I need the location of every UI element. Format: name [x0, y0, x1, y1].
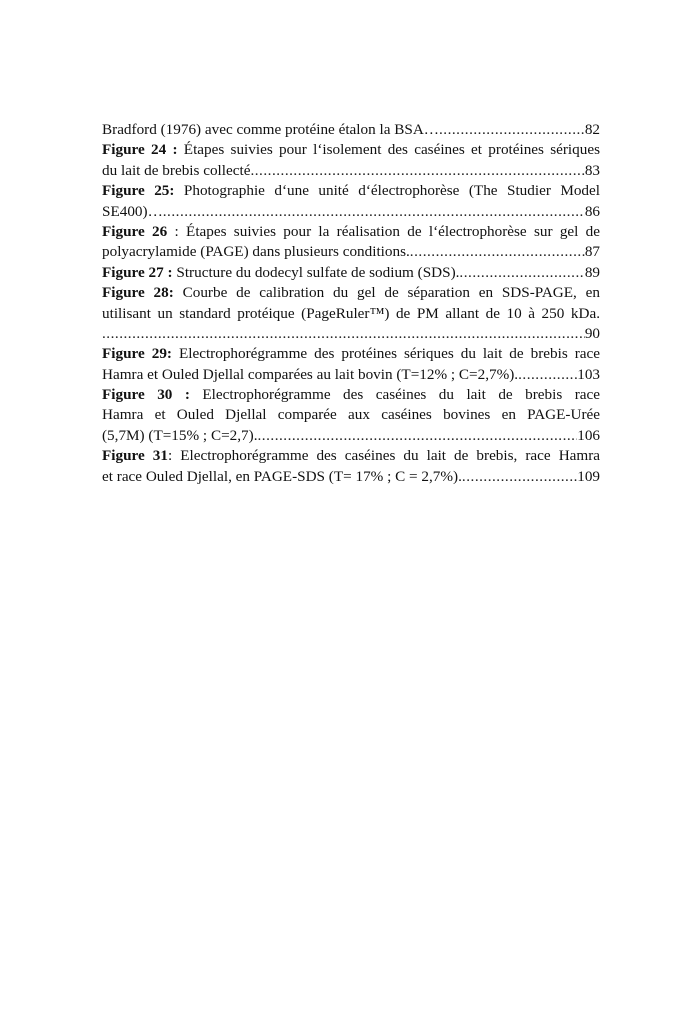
toc-entry-text: polyacrylamide (PAGE) dans plusieurs conditions.: [102, 243, 410, 261]
toc-entry-figure-31-cont[interactable]: [102, 467, 600, 487]
toc-page-number: 90: [584, 324, 600, 342]
toc-entry-text: Bradford (1976) avec comme protéine étalon la BSA…: [102, 121, 439, 138]
toc-page-number: 103: [577, 365, 600, 383]
toc-entry-figure-24-cont[interactable]: [102, 161, 600, 181]
toc-page-number: 83: [584, 161, 600, 179]
toc-entry-text: Hamra et Ouled Djellal comparée aux caséines bovines en PAGE-Urée: [102, 406, 600, 424]
toc-entry-figure-28-cont[interactable]: [102, 324, 600, 344]
toc-entry-figure-31[interactable]: [102, 446, 600, 466]
toc-entry-figure-27[interactable]: [102, 263, 600, 283]
dot-leader: [459, 263, 584, 283]
figure-label: Figure 31: [102, 447, 168, 465]
toc-entry-figure-26-cont[interactable]: [102, 242, 600, 262]
toc-entry-text: (5,7M) (T=15% ; C=2,7).: [102, 426, 258, 444]
toc-entry-figure-28-line2[interactable]: [102, 304, 600, 324]
dot-leader: [102, 324, 585, 344]
toc-entry-text: Photographie d‘une unité d‘électrophorèse (The Studier Model: [174, 182, 600, 200]
toc-entry-text: Structure du dodecyl sulfate de sodium (SDS).: [172, 263, 460, 281]
toc-entry-figure-30[interactable]: [102, 385, 600, 405]
dot-leader: [250, 161, 584, 181]
toc-entry-text: Courbe de calibration du gel de séparation en SDS-PAGE, en: [173, 284, 600, 302]
figure-label: Figure 29:: [102, 345, 172, 363]
toc-entry-figure-30-cont[interactable]: [102, 426, 600, 446]
toc-page-number: 87: [584, 243, 600, 261]
toc-entry-text: utilisant un standard protéique (PageRuler™) de PM allant de 10 à 250 kDa.: [102, 304, 600, 322]
toc-entry-text: Electrophorégramme des caséines du lait de brebis race: [189, 386, 600, 404]
dot-leader: [163, 202, 585, 222]
toc-entry-figure-24[interactable]: [102, 140, 600, 160]
toc-page-number: 89: [584, 263, 600, 281]
toc-entry-text: Electrophorégramme des protéines sériques du lait de brebis race: [171, 345, 600, 363]
figure-label: Figure 24 :: [102, 141, 178, 159]
toc-page-number: 82: [584, 121, 600, 138]
toc-page-number: 109: [577, 467, 600, 485]
toc-entry-bradford[interactable]: [102, 120, 600, 140]
figure-label: Figure 27 :: [102, 263, 173, 281]
toc-entry-text: Étapes suivies pour l‘isolement des caséines et protéines sériques: [177, 141, 600, 159]
toc-entry-text: : Electrophorégramme des caséines du lait de brebis, race Hamra: [167, 447, 600, 465]
toc-entry-figure-25-cont[interactable]: [102, 202, 600, 222]
figure-label: Figure 30 :: [102, 386, 190, 404]
toc-entry-figure-25[interactable]: [102, 181, 600, 201]
toc-page-number: 86: [584, 202, 600, 220]
dot-leader: [410, 242, 585, 262]
toc-entry-text: Hamra et Ouled Djellal comparées au lait bovin (T=12% ; C=2,7%).: [102, 365, 519, 383]
figure-label: Figure 28:: [102, 284, 174, 302]
dot-leader: [439, 120, 585, 140]
toc-entry-figure-29[interactable]: [102, 344, 600, 364]
toc-entry-text: SE400)…: [102, 202, 163, 220]
dot-leader: [258, 426, 578, 446]
figure-label: Figure 26: [102, 222, 168, 240]
toc-entry-figure-26[interactable]: [102, 222, 600, 242]
toc-entry-text: : Étapes suivies pour la réalisation de l‘électrophorèse sur gel de: [167, 222, 600, 240]
toc-entry-figure-30-line2[interactable]: [102, 405, 600, 425]
figure-label: Figure 25:: [102, 182, 175, 200]
toc-page-number: 106: [577, 426, 600, 444]
toc-entry-figure-29-cont[interactable]: [102, 365, 600, 385]
dot-leader: [462, 467, 577, 487]
table-of-figures: [102, 120, 600, 487]
toc-entry-figure-28[interactable]: [102, 283, 600, 303]
dot-leader: [518, 365, 577, 385]
toc-entry-text: du lait de brebis collecté: [102, 161, 251, 179]
toc-entry-text: et race Ouled Djellal, en PAGE-SDS (T= 17% ; C = 2,7%).: [102, 467, 462, 485]
